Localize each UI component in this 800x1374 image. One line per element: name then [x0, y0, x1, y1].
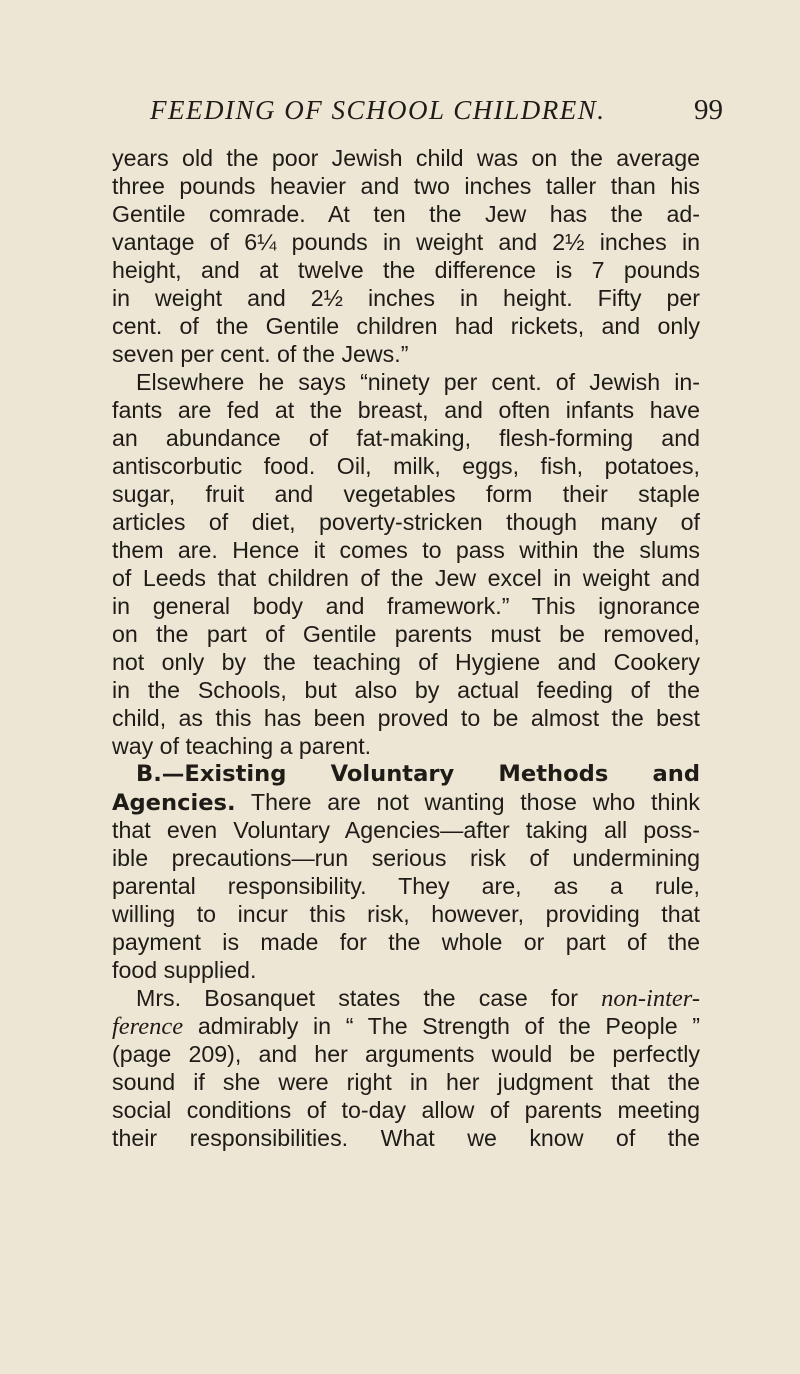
- text-line: them are. Hence it comes to pass within the slums: [112, 537, 700, 563]
- text-line: fants are fed at the breast, and often infants have: [112, 397, 700, 423]
- section-heading: B.—Existing Voluntary Methods and: [136, 761, 700, 787]
- text-line: child, as this has been proved to be almost the best: [112, 705, 700, 731]
- text-line: Gentile comrade. At ten the Jew has the ad-: [112, 201, 700, 227]
- text-line: sound if she were right in her judgment that the: [112, 1069, 700, 1095]
- text-line: ible precautions—run serious risk of undermining: [112, 845, 700, 871]
- text-line: three pounds heavier and two inches taller than his: [112, 173, 700, 199]
- text-line: antiscorbutic food. Oil, milk, eggs, fish, potatoes,: [112, 453, 700, 479]
- body-text: [112, 144, 700, 1152]
- text-line: Elsewhere he says “ninety per cent. of Jewish in-: [136, 369, 700, 395]
- text-line: payment is made for the whole or part of the: [112, 929, 700, 955]
- text-line: in the Schools, but also by actual feeding of the: [112, 677, 700, 703]
- text-line: cent. of the Gentile children had rickets, and only: [112, 313, 700, 339]
- text-line: of Leeds that children of the Jew excel in weight and: [112, 565, 700, 591]
- section-line: There are not wanting those who think: [250, 789, 700, 815]
- italic-term: ference: [112, 1013, 184, 1040]
- text-line: parental responsibility. They are, as a rule,: [112, 873, 700, 899]
- section-heading-cont: Agencies.: [112, 790, 236, 816]
- italic-term: non-inter-: [601, 985, 700, 1012]
- text-line: (page 209), and her arguments would be perfectly: [112, 1041, 700, 1067]
- text-line: an abundance of fat-making, flesh-forming and: [112, 425, 700, 451]
- text-line: on the part of Gentile parents must be removed,: [112, 621, 700, 647]
- text-line: in weight and 2½ inches in height. Fifty per: [112, 285, 700, 311]
- text-line: [112, 984, 700, 1012]
- text-line: [112, 788, 700, 816]
- text-line: articles of diet, poverty-stricken though many of: [112, 509, 700, 535]
- running-title: FEEDING OF SCHOOL CHILDREN.: [150, 95, 606, 125]
- text-line: their responsibilities. What we know of the: [112, 1125, 700, 1151]
- text-line: sugar, fruit and vegetables form their staple: [112, 481, 700, 507]
- para-start: Mrs. Bosanquet states the case for: [136, 985, 602, 1011]
- text-line: that even Voluntary Agencies—after taking all poss-: [112, 817, 700, 843]
- para-text: admirably in “ The Strength of the People ”: [183, 1013, 700, 1039]
- text-line: willing to incur this risk, however, providing that: [112, 901, 700, 927]
- page-number: 99: [694, 94, 723, 126]
- text-line: [112, 1012, 700, 1040]
- text-line: way of teaching a parent.: [112, 733, 372, 759]
- text-line: height, and at twelve the difference is 7 pounds: [112, 257, 700, 283]
- text-line: in general body and framework.” This ignorance: [112, 593, 700, 619]
- text-line: food supplied.: [112, 957, 257, 983]
- text-line: seven per cent. of the Jews.”: [112, 341, 409, 367]
- running-head: [0, 88, 800, 132]
- text-line: years old the poor Jewish child was on the average: [112, 145, 700, 171]
- text-line: social conditions of to-day allow of parents meeting: [112, 1097, 700, 1123]
- text-line: not only by the teaching of Hygiene and Cookery: [112, 649, 700, 675]
- text-line: vantage of 6¼ pounds in weight and 2½ inches in: [112, 229, 700, 255]
